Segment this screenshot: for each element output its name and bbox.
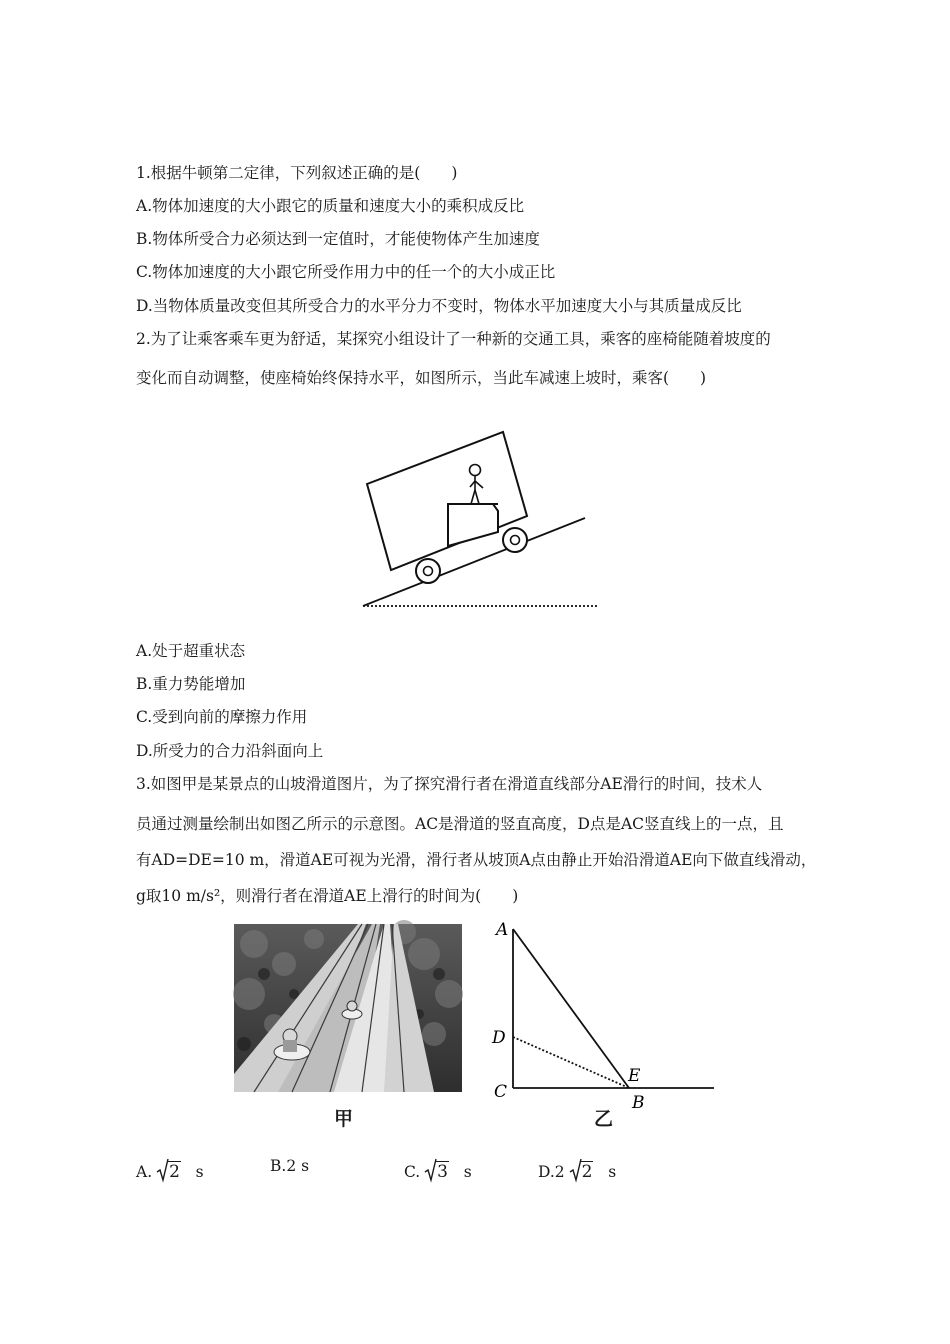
option-unit: s xyxy=(195,1163,204,1181)
question-2-option-a: A.处于超重状态 xyxy=(136,642,246,660)
sqrt-symbol xyxy=(425,1162,449,1182)
question-3-option-a xyxy=(136,1156,204,1182)
sqrt-symbol xyxy=(570,1162,594,1182)
question-3-stem-line-4: g取10 m/s²，则滑行者在滑道AE上滑行的时间为( ) xyxy=(136,887,519,905)
question-1-option-a: A.物体加速度的大小跟它的质量和速度大小的乘积成反比 xyxy=(136,197,525,215)
option-radicand: 2 xyxy=(581,1162,593,1182)
figure-caption-yi: 乙 xyxy=(594,1108,614,1130)
question-3-stem-line-1: 3.如图甲是某景点的山坡滑道图片，为了探究滑行者在滑道直线部分AE滑行的时间，技术人 xyxy=(136,775,763,793)
question-3-stem-line-2: 员通过测量绘制出如图乙所示的示意图。AC是滑道的竖直高度，D点是AC竖直线上的一点，且 xyxy=(136,815,784,833)
option-prefix: A. xyxy=(136,1163,153,1181)
option-unit: s xyxy=(301,1157,310,1175)
figure-caption-jia: 甲 xyxy=(334,1108,354,1130)
question-1-stem: 1.根据牛顿第二定律，下列叙述正确的是( ) xyxy=(136,164,458,182)
question-1-option-b: B.物体所受合力必须达到一定值时，才能使物体产生加速度 xyxy=(136,230,540,248)
option-unit: s xyxy=(608,1163,617,1181)
question-3-option-c xyxy=(404,1156,472,1182)
sqrt-symbol xyxy=(157,1162,181,1182)
diagram-label-d: D xyxy=(492,1028,506,1048)
option-prefix: C. xyxy=(404,1163,421,1181)
diagram-label-b: B xyxy=(632,1093,645,1113)
option-unit: s xyxy=(463,1163,472,1181)
option-radicand: 3 xyxy=(437,1162,448,1182)
question-1-option-d: D.当物体质量改变但其所受合力的水平分力不变时，物体水平加速度大小与其质量成反比 xyxy=(136,297,742,315)
question-3-option-b xyxy=(270,1156,309,1176)
question-2-stem-line-2: 变化而自动调整，使座椅始终保持水平，如图所示，当此车减速上坡时，乘客( ) xyxy=(136,369,707,387)
option-prefix: B.2 xyxy=(270,1157,297,1175)
slide-photo xyxy=(234,924,462,1092)
question-3-stem-line-3: 有AD=DE=10 m，滑道AE可视为光滑，滑行者从坡顶A点由静止开始沿滑道AE向下做直线滑动， xyxy=(136,851,817,869)
incline-vehicle-figure xyxy=(355,420,615,620)
option-prefix: D.2 xyxy=(538,1163,565,1181)
diagram-label-c: C xyxy=(494,1082,508,1102)
diagram-label-a: A xyxy=(496,920,509,940)
question-3-option-d xyxy=(538,1156,616,1182)
diagram-label-e: E xyxy=(628,1066,641,1086)
question-2-stem-line-1: 2.为了让乘客乘车更为舒适，某探究小组设计了一种新的交通工具，乘客的座椅能随着坡度的 xyxy=(136,330,771,348)
question-2-option-b: B.重力势能增加 xyxy=(136,675,246,693)
question-2-option-c: C.受到向前的摩擦力作用 xyxy=(136,708,308,726)
question-2-option-d: D.所受力的合力沿斜面向上 xyxy=(136,742,324,760)
question-1-option-c: C.物体加速度的大小跟它所受作用力中的任一个的大小成正比 xyxy=(136,263,556,281)
slide-geometry-diagram xyxy=(488,915,720,1113)
option-radicand: 2 xyxy=(169,1162,180,1182)
